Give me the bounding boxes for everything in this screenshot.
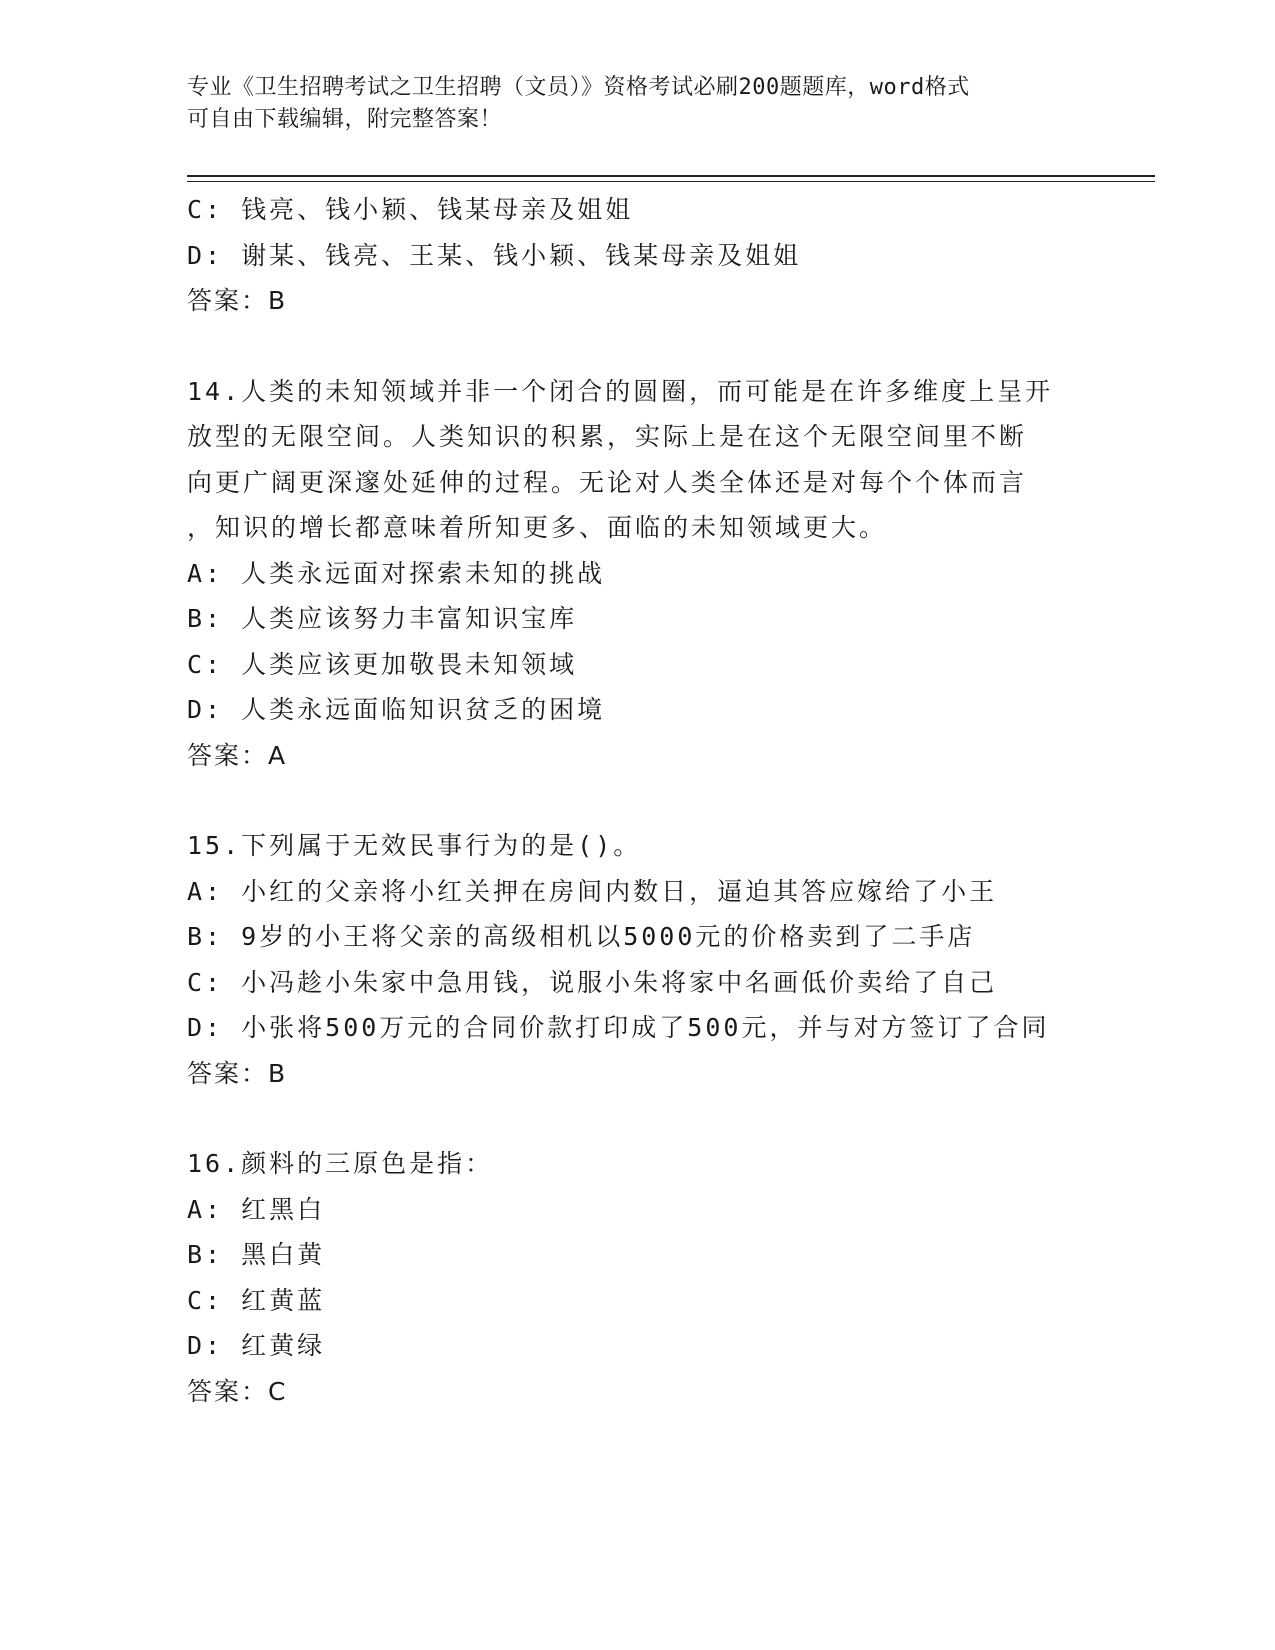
option-d: D: 谢某、钱亮、王某、钱小颖、钱某母亲及姐姐 — [187, 240, 802, 270]
option-c: C: 钱亮、钱小颖、钱某母亲及姐姐 — [187, 195, 634, 224]
option-c: C: 人类应该更加敬畏未知领域 — [187, 649, 578, 679]
question-list — [187, 187, 1087, 1414]
option-a: A: 小红的父亲将小红关押在房间内数日，逼迫其答应嫁给了小王 — [187, 876, 998, 906]
header-line-2: 可自由下载编辑，附完整答案！ — [187, 107, 503, 132]
option-d: D: 小张将500万元的合同价款打印成了500元，并与对方签订了合同 — [187, 1013, 1050, 1042]
spacer — [187, 778, 1087, 823]
option-c: C: 小冯趁小朱家中急用钱，说服小朱将家中名画低价卖给了自己 — [187, 967, 998, 997]
question-text-line: 14.人类的未知领域并非一个闭合的圆圈，而可能是在许多维度上呈开 — [187, 376, 1054, 406]
spacer — [187, 324, 1087, 369]
question-16 — [187, 1141, 1087, 1414]
option-b: B: 9岁的小王将父亲的高级相机以5000元的价格卖到了二手店 — [187, 922, 976, 951]
question-text: 16.颜料的三原色是指： — [187, 1149, 494, 1178]
option-a: A: 红黑白 — [187, 1194, 326, 1224]
question-15 — [187, 823, 1087, 1096]
question-14 — [187, 369, 1087, 779]
option-b: B: 人类应该努力丰富知识宝库 — [187, 604, 578, 633]
answer-line: 答案：B — [187, 1058, 288, 1088]
question-text: 15.下列属于无效民事行为的是()。 — [187, 831, 642, 860]
answer-line: 答案：B — [187, 286, 288, 315]
option-a: A: 人类永远面对探索未知的挑战 — [187, 558, 606, 588]
option-b: B: 黑白黄 — [187, 1240, 326, 1269]
spacer — [187, 1096, 1087, 1141]
option-d: D: 红黄绿 — [187, 1331, 326, 1360]
option-c: C: 红黄蓝 — [187, 1285, 326, 1315]
header-divider-thin — [187, 181, 1155, 182]
answer-line: 答案：A — [187, 740, 288, 770]
question-text-line: 放型的无限空间。人类知识的积累，实际上是在这个无限空间里不断 — [187, 422, 1028, 451]
answer-line: 答案：C — [187, 1376, 288, 1406]
option-d: D: 人类永远面临知识贫乏的困境 — [187, 695, 606, 724]
question-text-line: 向更广阔更深邃处延伸的过程。无论对人类全体还是对每个个体而言 — [187, 467, 1028, 497]
document-header — [187, 72, 1087, 136]
header-line-1: 专业《卫生招聘考试之卫生招聘（文员）》资格考试必刷200题题库，word格式 — [187, 75, 970, 100]
question-text-line: ，知识的增长都意味着所知更多、面临的未知领域更大。 — [187, 513, 888, 542]
header-divider-thick — [187, 175, 1155, 177]
question-13-continued — [187, 187, 1087, 324]
